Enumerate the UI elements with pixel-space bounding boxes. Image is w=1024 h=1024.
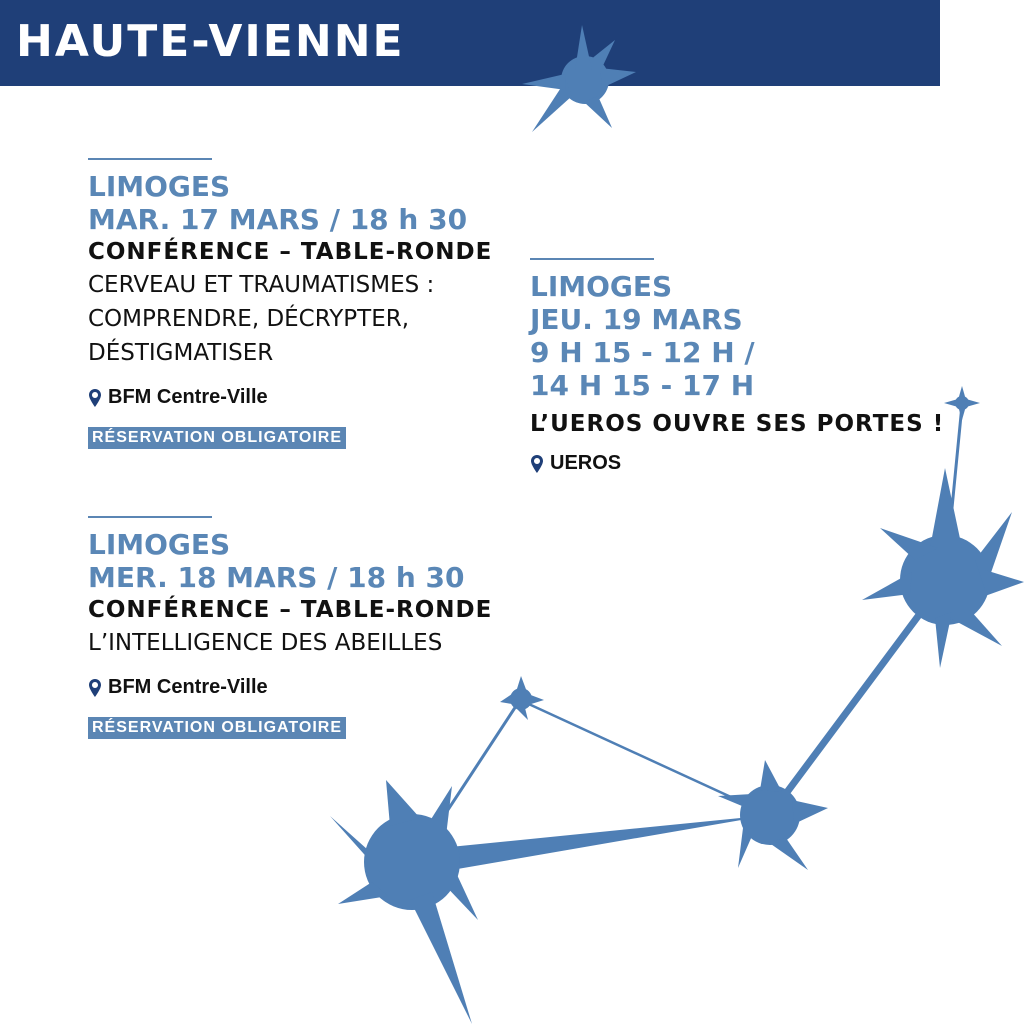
neuron-star-icon (500, 676, 544, 720)
neuron-star-icon (944, 386, 980, 420)
reservation-badge: RÉSERVATION OBLIGATOIRE (88, 717, 346, 739)
event-time: 9 H 15 - 12 H / (530, 336, 755, 369)
map-pin-icon (88, 388, 102, 408)
event-type: L’UEROS OUVRE SES PORTES ! (530, 411, 945, 437)
event-date: JEU. 19 MARS (530, 303, 743, 336)
event-date: MER. 18 MARS / 18 h 30 (88, 561, 465, 594)
axon-line (440, 815, 770, 872)
event-type: CONFÉRENCE – TABLE-RONDE (88, 239, 493, 265)
event-city: LIMOGES (88, 170, 231, 203)
event-location (88, 676, 492, 699)
event-location-label: BFM Centre-Ville (108, 386, 268, 408)
divider (530, 258, 654, 260)
neuron-star-icon (330, 780, 478, 1024)
neuron-star-icon (522, 25, 636, 132)
event-card (88, 158, 492, 449)
map-pin-icon (88, 678, 102, 698)
event-card (530, 258, 944, 475)
divider (88, 158, 212, 160)
neuron-star-icon (718, 760, 828, 870)
neuron-star-icon (862, 468, 1024, 668)
event-title-line: COMPRENDRE, DÉCRYPTER, (88, 306, 410, 332)
event-city: LIMOGES (530, 270, 673, 303)
divider (88, 516, 212, 518)
event-title-line: CERVEAU ET TRAUMATISMES : (88, 272, 435, 298)
event-card (88, 516, 492, 739)
event-location-label: UEROS (550, 452, 622, 474)
event-date: MAR. 17 MARS / 18 h 30 (88, 203, 468, 236)
event-location-label: BFM Centre-Ville (108, 676, 268, 698)
event-time: 14 H 15 - 17 H (530, 369, 755, 402)
event-city: LIMOGES (88, 528, 231, 561)
event-title-line: DÉSTIGMATISER (88, 340, 274, 366)
event-location (88, 386, 492, 409)
event-title-line: L’INTELLIGENCE DES ABEILLES (88, 630, 443, 656)
event-type: CONFÉRENCE – TABLE-RONDE (88, 597, 493, 623)
event-location (530, 452, 944, 475)
reservation-badge: RÉSERVATION OBLIGATOIRE (88, 427, 346, 449)
page-title: HAUTE-VIENNE (16, 16, 405, 67)
map-pin-icon (530, 454, 544, 474)
